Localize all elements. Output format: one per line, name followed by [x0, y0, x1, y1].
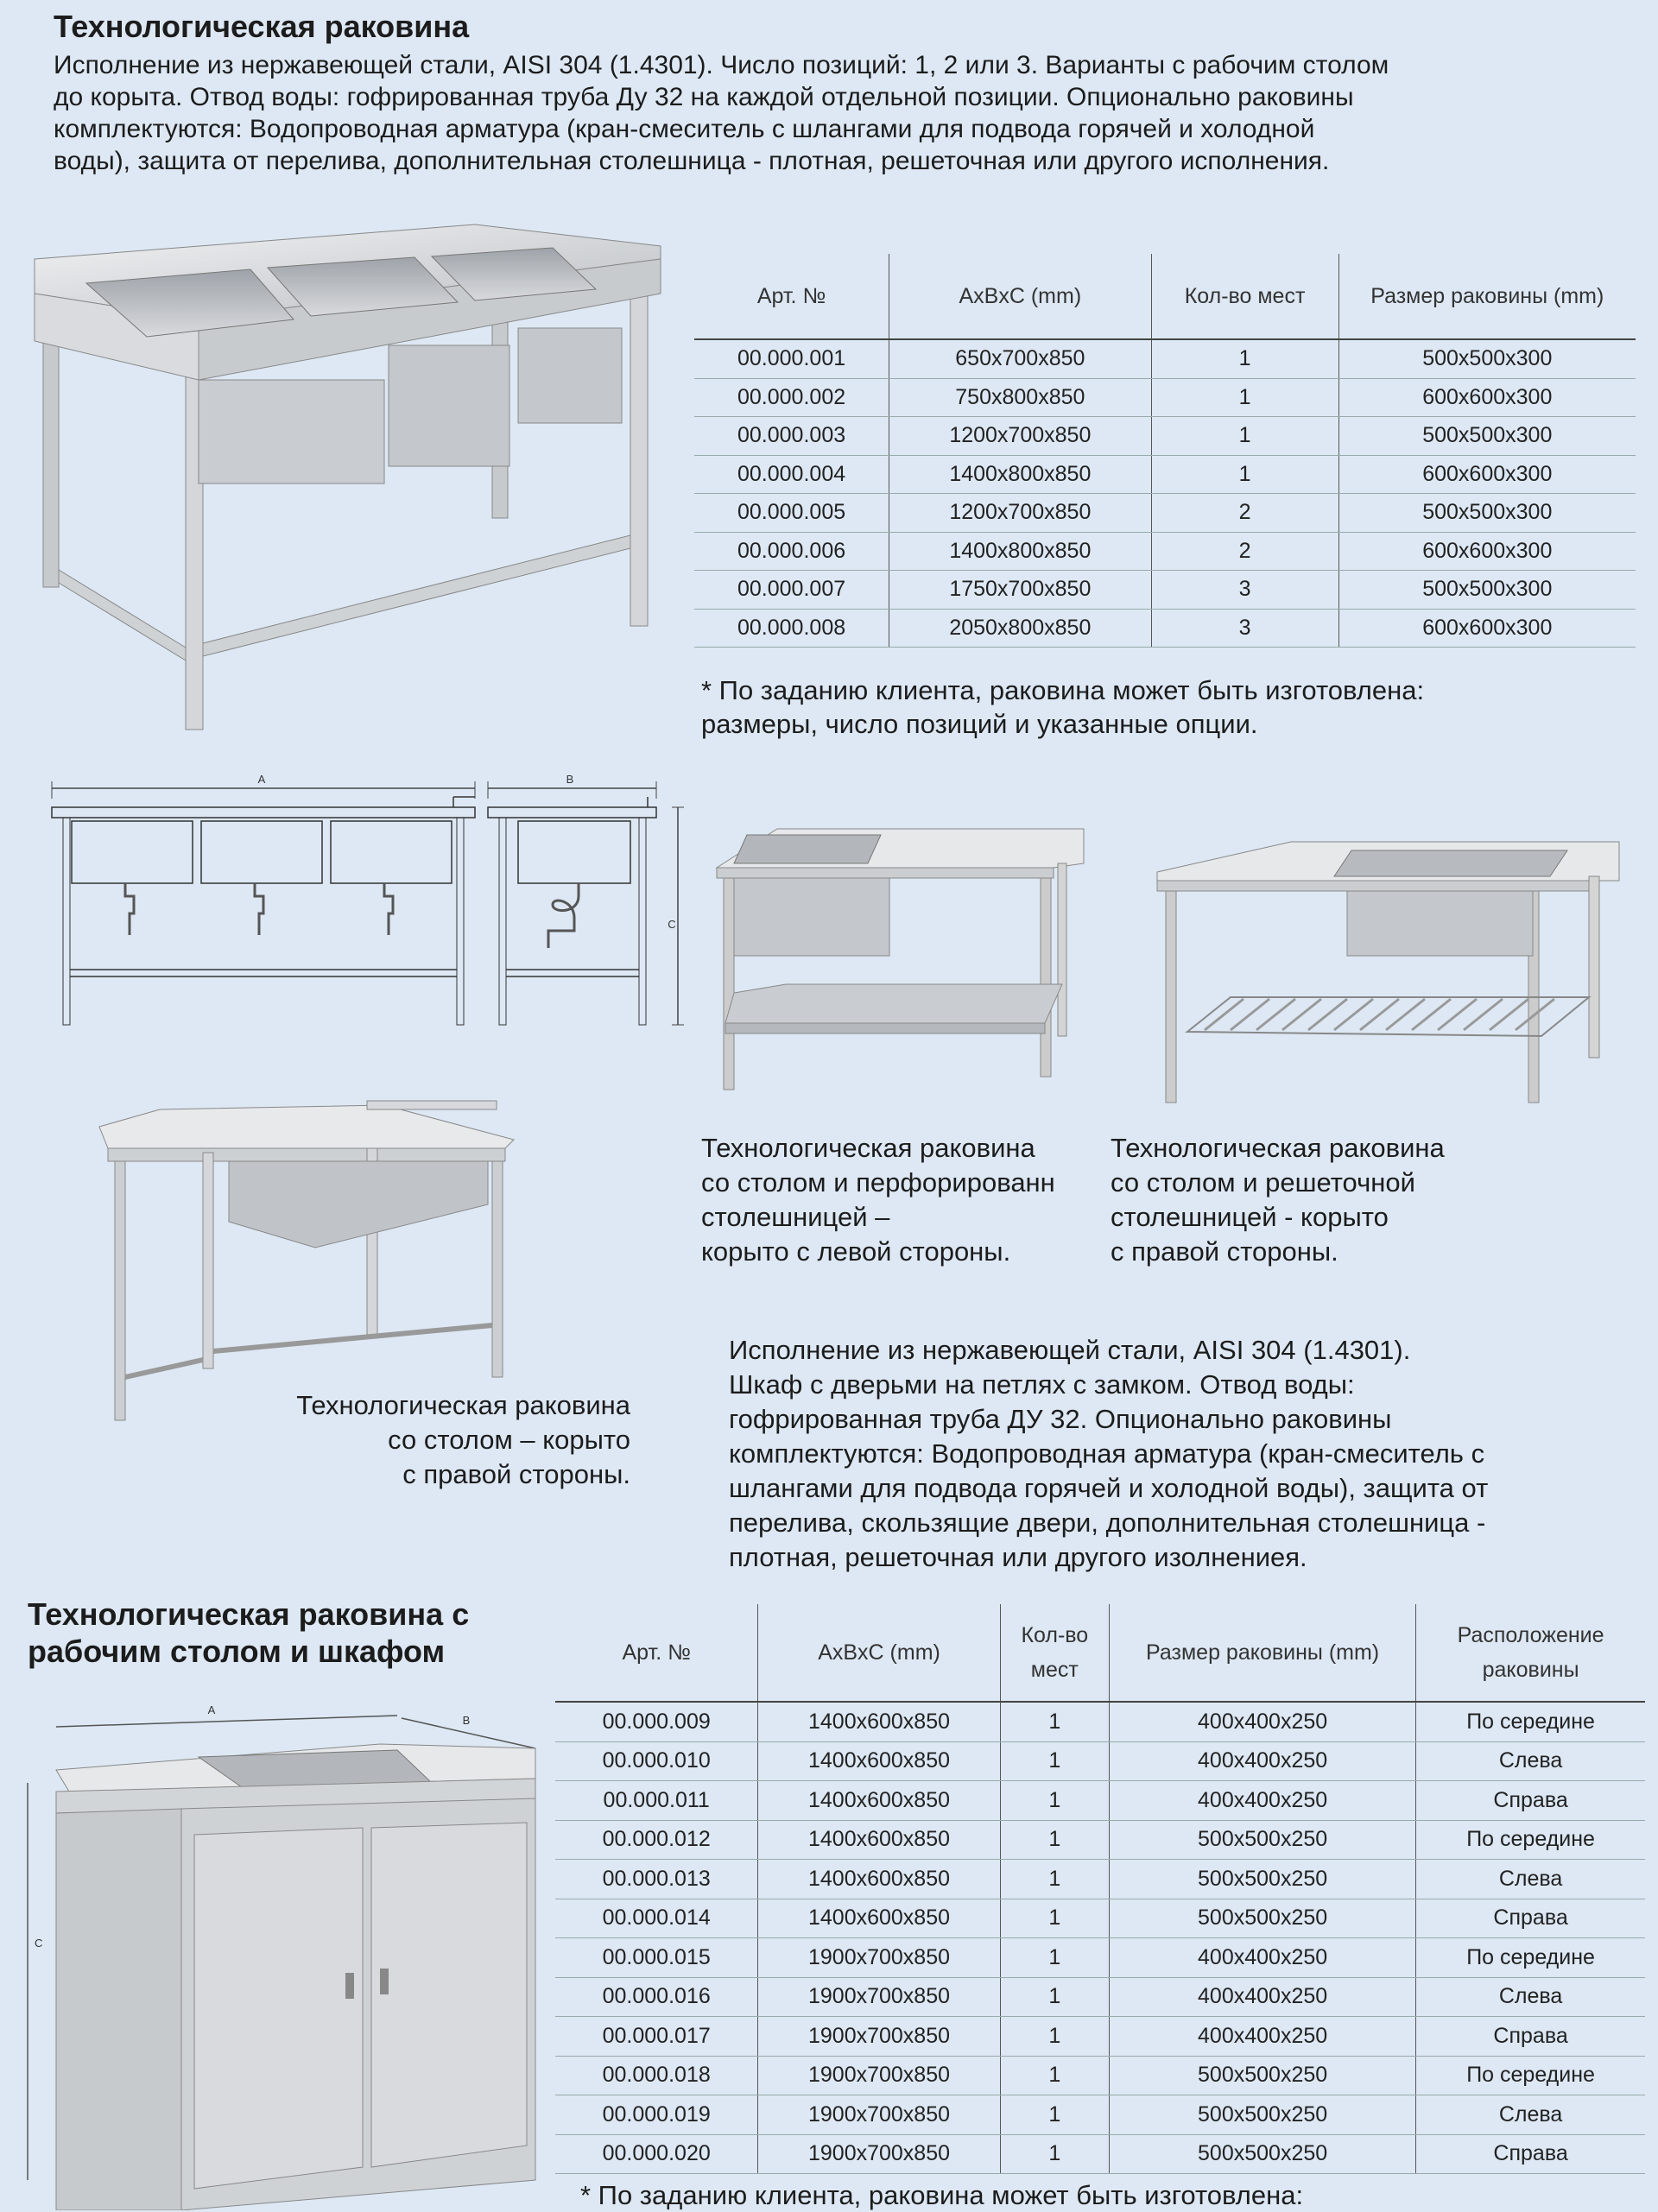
caption-line: со столом и решеточной [1111, 1167, 1415, 1198]
table-cell: 500x500x250 [1110, 1860, 1416, 1899]
table-cell: 1 [1151, 339, 1338, 378]
table-row [555, 2134, 1645, 2174]
note-2: * По заданию клиента, раковина может быть изготовлена: [580, 2180, 1304, 2210]
table-cell: 1200x700x850 [889, 494, 1151, 533]
section-title-line: рабочим столом и шкафом [28, 1634, 446, 1669]
table-cell: 1400x600x850 [758, 1899, 1000, 1938]
table-cell: 00.000.019 [555, 2095, 758, 2135]
table-header-row [555, 1604, 1645, 1702]
technical-drawing-front [47, 773, 484, 1040]
table-cell: 1 [1151, 455, 1338, 494]
dimension-c-label: C [35, 1937, 43, 1950]
column-header: AxBxC (mm) [889, 254, 1151, 339]
table-cell: 400x400x250 [1110, 1781, 1416, 1821]
table-cell: 1 [1000, 1977, 1109, 2017]
table-cell: 00.000.010 [555, 1741, 758, 1781]
table-cell: 500x500x250 [1110, 2056, 1416, 2095]
table-row [694, 455, 1636, 494]
column-header [1416, 1604, 1645, 1702]
section-title-line: Технологическая раковина с [28, 1596, 470, 1632]
caption-line: корыто с левой стороны. [701, 1236, 1011, 1267]
table-cell: 1900x700x850 [758, 1977, 1000, 2017]
table-cell: 500x500x250 [1110, 2095, 1416, 2135]
table-row [694, 417, 1636, 456]
column-header: Кол-во мест [1151, 254, 1338, 339]
table-cell: Слева [1416, 1860, 1645, 1899]
table-cell: 600x600x300 [1338, 609, 1636, 648]
table-cell: 00.000.004 [694, 455, 889, 494]
table-cell: 1400x800x850 [889, 455, 1151, 494]
table-cell: 650x700x850 [889, 339, 1151, 378]
specs-table-1 [694, 254, 1636, 648]
column-header: Арт. № [694, 254, 889, 339]
table-cell: 2 [1151, 494, 1338, 533]
table-cell: 00.000.015 [555, 1938, 758, 1978]
table-cell: 1 [1000, 1899, 1109, 1938]
table-cell: 00.000.002 [694, 378, 889, 417]
table-cell: 1 [1000, 1860, 1109, 1899]
table-row [694, 339, 1636, 378]
table-cell: 1 [1000, 1702, 1109, 1741]
table-cell: 1 [1000, 1938, 1109, 1978]
table-cell: 1 [1000, 1781, 1109, 1821]
table-cell: 1900x700x850 [758, 2017, 1000, 2057]
table-cell: 1 [1000, 2056, 1109, 2095]
table-cell: 600x600x300 [1338, 532, 1636, 571]
description-line: плотная, решеточная или другого изолнениея. [729, 1542, 1307, 1572]
caption-line: со столом – корыто [388, 1425, 630, 1455]
table-cell: 400x400x250 [1110, 2017, 1416, 2057]
table-cell: Справа [1416, 2134, 1645, 2174]
table-row [694, 494, 1636, 533]
table-cell: 00.000.018 [555, 2056, 758, 2095]
table-cell: 400x400x250 [1110, 1938, 1416, 1978]
caption-line: с правой стороны. [1111, 1236, 1338, 1267]
note-line: размеры, число позиций и указанные опции. [701, 709, 1258, 739]
table-cell: 00.000.014 [555, 1899, 758, 1938]
table-row [694, 532, 1636, 571]
table-row [555, 2056, 1645, 2095]
description-line: комплектуются: Водопроводная арматура (кран-смеситель с [729, 1438, 1485, 1469]
table-cell: 1 [1000, 2017, 1109, 2057]
caption-line: Технологическая раковина [296, 1390, 630, 1420]
table-cell: Слева [1416, 2095, 1645, 2135]
dimension-b-label: B [566, 773, 574, 786]
table-cell: 00.000.009 [555, 1702, 758, 1741]
table-cell: 500x500x300 [1338, 571, 1636, 610]
table-sink-image [91, 1092, 522, 1429]
perforated-sink-image [708, 816, 1088, 1097]
table-cell: 00.000.012 [555, 1820, 758, 1860]
intro-paragraph [54, 49, 1642, 177]
table-cell: 00.000.017 [555, 2017, 758, 2057]
table-row [555, 1702, 1645, 1741]
table-cell: Справа [1416, 1899, 1645, 1938]
table-cell: 00.000.011 [555, 1781, 758, 1821]
table-cell: 1 [1000, 1820, 1109, 1860]
caption-line: столешницей - корыто [1111, 1202, 1389, 1232]
cabinet-sink-image [17, 1697, 544, 2210]
triple-sink-image [26, 207, 682, 743]
table-cell: 1 [1151, 417, 1338, 456]
description-line: Исполнение из нержавеющей стали, AISI 304 (1.4301). [729, 1335, 1411, 1365]
table-cell: 1 [1000, 2095, 1109, 2135]
table-cell: 500x500x300 [1338, 494, 1636, 533]
table-cell: 00.000.005 [694, 494, 889, 533]
note-line: * По заданию клиента, раковина может быть изготовлена: [701, 675, 1425, 705]
table-cell: 1400x800x850 [889, 532, 1151, 571]
column-header-line: раковины [1482, 1658, 1579, 1682]
table-cell: 500x500x250 [1110, 1820, 1416, 1860]
dimension-a-label: A [257, 773, 266, 786]
table-cell: 2050x800x850 [889, 609, 1151, 648]
column-header [1000, 1604, 1109, 1702]
table-cell: 00.000.003 [694, 417, 889, 456]
table-cell: 500x500x300 [1338, 339, 1636, 378]
table-cell: 400x400x250 [1110, 1977, 1416, 2017]
table-cell: 400x400x250 [1110, 1702, 1416, 1741]
table-cell: 400x400x250 [1110, 1741, 1416, 1781]
page-title: Технологическая раковина [54, 9, 470, 44]
caption-line: Технологическая раковина [1111, 1133, 1445, 1163]
table-cell: 600x600x300 [1338, 455, 1636, 494]
table-cell: 00.000.001 [694, 339, 889, 378]
table-cell: 1900x700x850 [758, 2095, 1000, 2135]
table-cell: По середине [1416, 1938, 1645, 1978]
table-cell: 1 [1000, 2134, 1109, 2174]
table-cell: 1900x700x850 [758, 2056, 1000, 2095]
column-header: Арт. № [555, 1604, 758, 1702]
grid-sink-image [1153, 833, 1623, 1105]
table-row [555, 1781, 1645, 1821]
table-cell: 1900x700x850 [758, 2134, 1000, 2174]
intro-line: Исполнение из нержавеющей стали, AISI 304 (1.4301). Число позиций: 1, 2 или 3. Варианты с рабочим столом [54, 51, 1389, 79]
technical-drawing-side [484, 773, 691, 1040]
caption-grid [1111, 1131, 1560, 1269]
table-cell: 1400x600x850 [758, 1702, 1000, 1741]
table-cell: 1400x600x850 [758, 1741, 1000, 1781]
table-row [694, 609, 1636, 648]
table-cell: 1900x700x850 [758, 1938, 1000, 1978]
table-cell: Справа [1416, 2017, 1645, 2057]
table-cell: 600x600x300 [1338, 378, 1636, 417]
column-header: Размер раковины (mm) [1338, 254, 1636, 339]
table-row [555, 1820, 1645, 1860]
table-cell: По середине [1416, 1702, 1645, 1741]
intro-line: воды), защита от перелива, дополнительная столешница - плотная, решеточная или другого исполнения. [54, 147, 1330, 175]
description-line: Шкаф с дверьми на петлях с замком. Отвод воды: [729, 1369, 1355, 1400]
table-cell: 00.000.006 [694, 532, 889, 571]
section-title [28, 1596, 469, 1670]
table-row [694, 571, 1636, 610]
intro-line: комплектуются: Водопроводная арматура (кран-смеситель с шлангами для подвода горячей и холодной [54, 115, 1315, 143]
table-cell: 00.000.008 [694, 609, 889, 648]
table-cell: 1 [1151, 378, 1338, 417]
table-cell: 1200x700x850 [889, 417, 1151, 456]
table-row [555, 1860, 1645, 1899]
table-row [555, 2095, 1645, 2135]
table-header-row [694, 254, 1636, 339]
table-cell: 1400x600x850 [758, 1781, 1000, 1821]
table-cell: 00.000.016 [555, 1977, 758, 2017]
description-line: перелива, скользящие двери, дополнительная столешница - [729, 1507, 1486, 1538]
dimension-c-label: C [668, 918, 676, 931]
intro-line: до корыта. Отвод воды: гофрированная труба Ду 32 на каждой отдельной позиции. Опционально раковины [54, 83, 1354, 111]
table-cell: 2 [1151, 532, 1338, 571]
column-header: AxBxC (mm) [758, 1604, 1000, 1702]
caption-line: с правой стороны. [402, 1459, 630, 1489]
table-cell: 500x500x250 [1110, 2134, 1416, 2174]
table-cell: 3 [1151, 571, 1338, 610]
column-header-line: Кол-во [1021, 1623, 1089, 1647]
table-cell: Слева [1416, 1741, 1645, 1781]
table-row [555, 1938, 1645, 1978]
caption-line: столешницей – [701, 1202, 890, 1232]
cabinet-description [729, 1333, 1644, 1575]
table-cell: 500x500x250 [1110, 1899, 1416, 1938]
table-cell: По середине [1416, 2056, 1645, 2095]
table-row [555, 1977, 1645, 2017]
note-1 [701, 673, 1424, 741]
table-cell: 1400x600x850 [758, 1860, 1000, 1899]
table-cell: 00.000.020 [555, 2134, 758, 2174]
caption-perforated [701, 1131, 1092, 1269]
table-cell: 1 [1000, 1741, 1109, 1781]
description-line: шлангами для подвода горячей и холодной воды), защита от [729, 1473, 1489, 1503]
dimension-b-label: B [462, 1714, 471, 1727]
caption-line: со столом и перфорированн [701, 1167, 1055, 1198]
description-line: гофрированная труба ДУ 32. Опционально раковины [729, 1404, 1392, 1434]
table-row [555, 1741, 1645, 1781]
table-row [694, 378, 1636, 417]
column-header-line: мест [1030, 1658, 1079, 1682]
table-cell: 1400x600x850 [758, 1820, 1000, 1860]
caption-line: Технологическая раковина [701, 1133, 1035, 1163]
table-cell: 500x500x300 [1338, 417, 1636, 456]
table-cell: По середине [1416, 1820, 1645, 1860]
table-cell: Слева [1416, 1977, 1645, 2017]
table-row [555, 1899, 1645, 1938]
dimension-a-label: A [207, 1703, 216, 1716]
table-cell: 00.000.007 [694, 571, 889, 610]
table-cell: 750x800x850 [889, 378, 1151, 417]
table-cell: Справа [1416, 1781, 1645, 1821]
table-row [555, 2017, 1645, 2057]
table-cell: 1750x700x850 [889, 571, 1151, 610]
specs-table-2 [555, 1604, 1645, 2174]
column-header-line: Расположение [1457, 1623, 1604, 1647]
column-header: Размер раковины (mm) [1110, 1604, 1416, 1702]
caption-table [173, 1388, 630, 1492]
table-cell: 3 [1151, 609, 1338, 648]
table-cell: 00.000.013 [555, 1860, 758, 1899]
